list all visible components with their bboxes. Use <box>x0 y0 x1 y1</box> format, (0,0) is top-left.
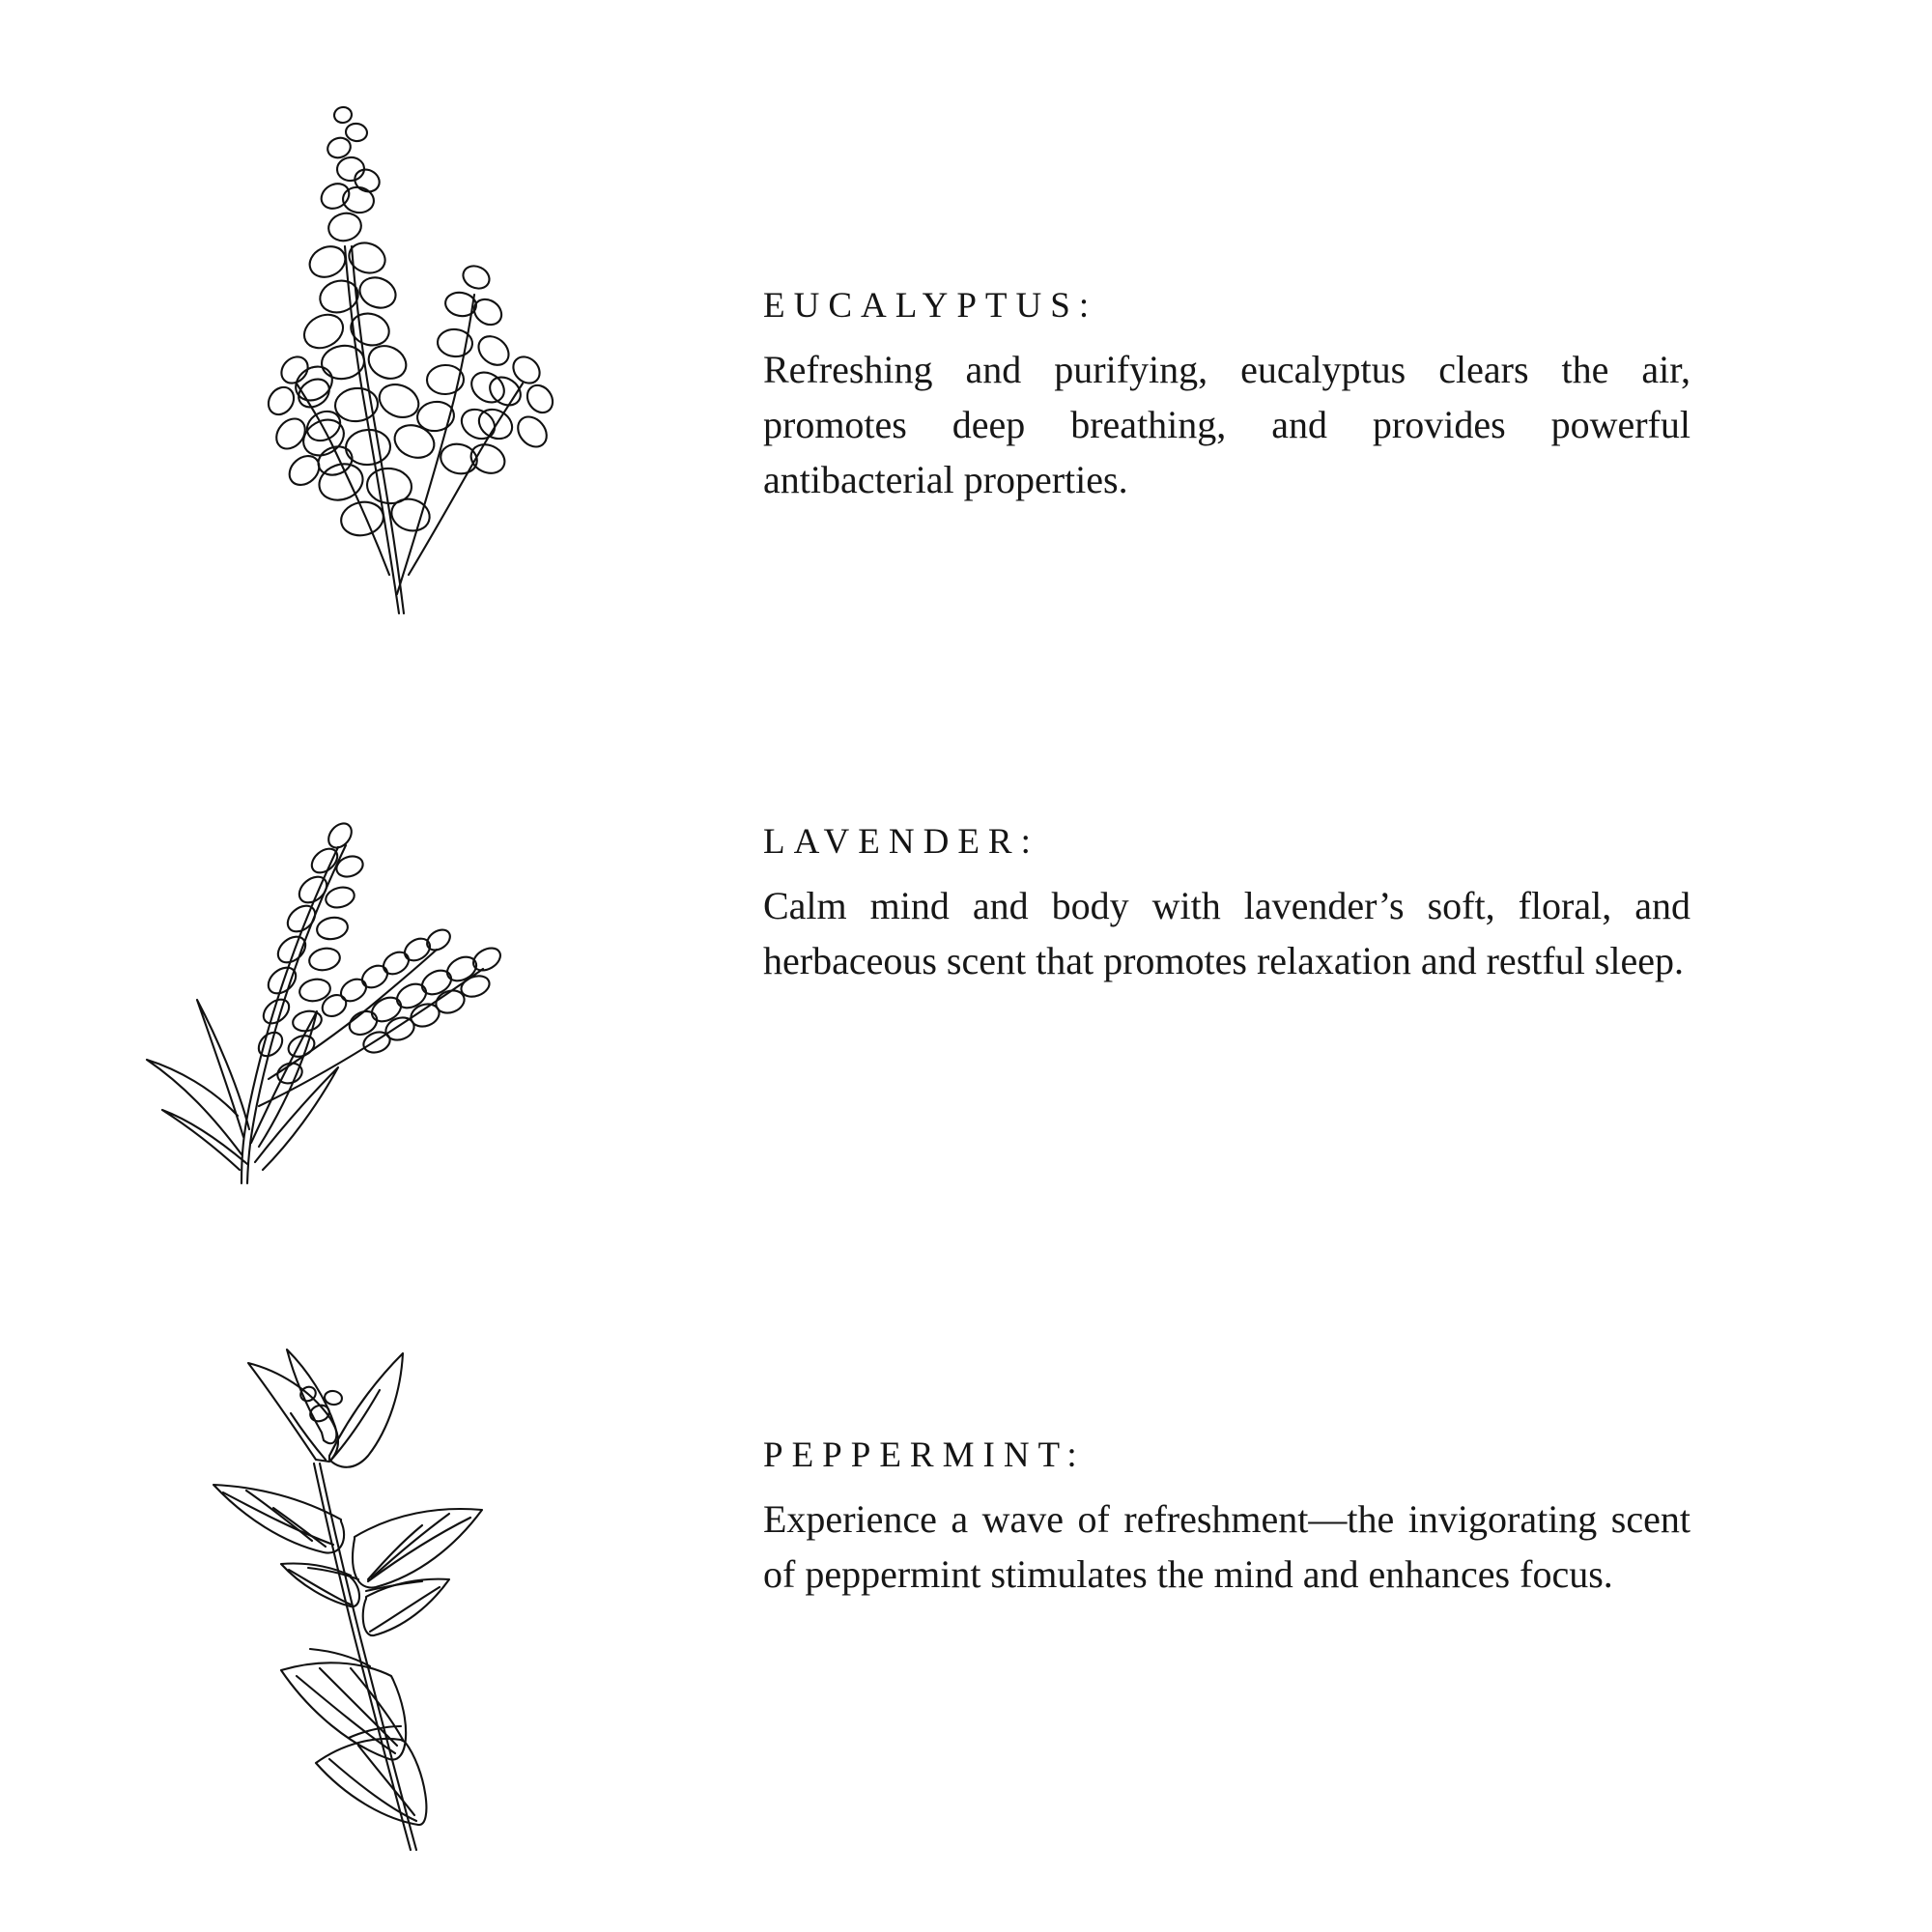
herb-title: LAVENDER: <box>763 822 1039 862</box>
lavender-sprig-icon <box>97 700 638 1203</box>
herb-entry-lavender <box>0 667 1932 1265</box>
illustration-column <box>0 0 763 623</box>
peppermint-sprig-icon <box>130 1290 594 1869</box>
herb-title: PEPPERMINT: <box>763 1435 1086 1475</box>
herb-title: EUCALYPTUS: <box>763 286 1098 326</box>
herb-description: Refreshing and purifying, eucalyptus clears the air, promotes deep breathing, and provides powerful antibacterial properties. <box>763 348 1690 501</box>
herb-description: Calm mind and body with lavender’s soft, floral, and herbaceous scent that promotes relaxation and restful sleep. <box>763 884 1690 983</box>
text-column <box>763 667 1932 989</box>
herb-entry-eucalyptus <box>0 0 1932 667</box>
eucalyptus-sprig-icon <box>169 72 594 623</box>
text-column <box>763 1265 1932 1603</box>
illustration-column <box>0 1265 763 1869</box>
illustration-column <box>0 667 763 1203</box>
herb-entry-peppermint <box>0 1265 1932 1932</box>
text-column <box>763 0 1932 508</box>
herb-description: Experience a wave of refreshment—the invigorating scent of peppermint stimulates the mind and enhances focus. <box>763 1497 1690 1597</box>
